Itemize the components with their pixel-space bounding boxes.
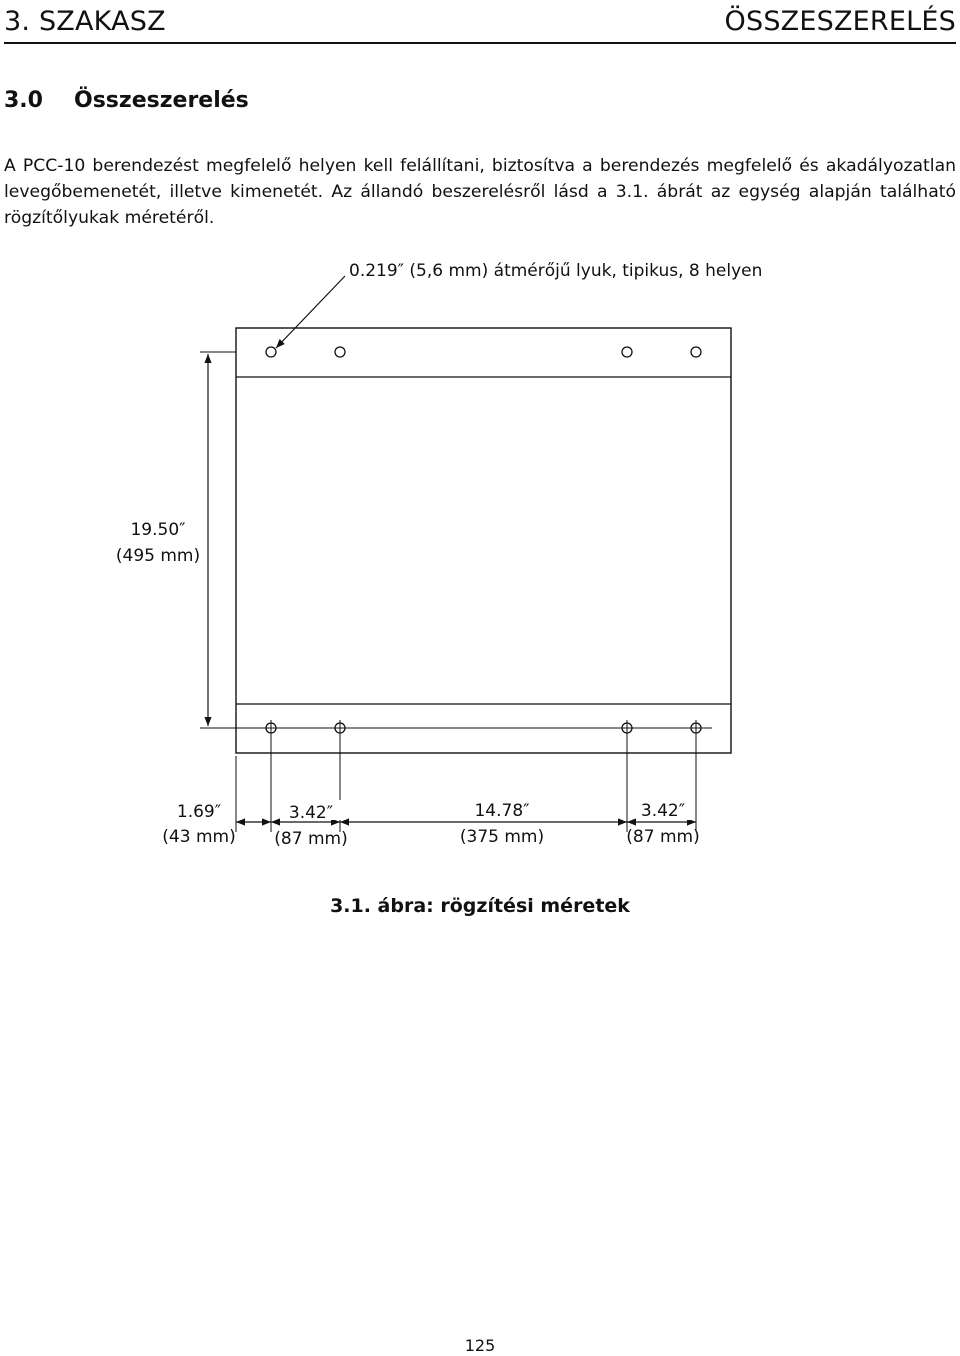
dim-2-inch: 3.42″: [288, 803, 334, 823]
base-plate-outline: [236, 328, 731, 753]
dim-2-mm: (87 mm): [274, 829, 348, 849]
page-number: 125: [464, 1336, 496, 1355]
dim-1-inch: 1.69″: [176, 802, 222, 822]
section-number: 3.0: [4, 88, 43, 113]
hole-callout-text: 0.219″ (5,6 mm) átmérőjű lyuk, tipikus, 8 helyen: [349, 261, 763, 281]
header-section-label: 3. SZAKASZ: [4, 6, 166, 37]
mounting-hole: [266, 347, 276, 357]
header-chapter-label: ÖSSZESZERELÉS: [724, 6, 956, 37]
height-dimension-inch: 19.50″: [130, 520, 186, 540]
mounting-hole: [622, 347, 632, 357]
intro-paragraph: A PCC-10 berendezést megfelelő helyen kell felállítani, biztosítva a berendezés megfelelő és akadályozatlan levegőbemenetét, illetve kimenetét. Az állandó beszerelésről lásd a 3.1. ábrát az egység alapján található rögzítőlyukak méretéről.: [4, 156, 956, 228]
section-title-text: Összeszerelés: [74, 88, 249, 113]
dim-1-mm: (43 mm): [162, 827, 236, 847]
dim-3-mm: (375 mm): [459, 827, 545, 847]
height-dimension-mm: (495 mm): [115, 546, 201, 566]
dim-3-inch: 14.78″: [474, 801, 530, 821]
mounting-hole: [691, 347, 701, 357]
figure-caption: 3.1. ábra: rögzítési méretek: [330, 895, 630, 917]
mounting-hole: [335, 347, 345, 357]
dim-4-mm: (87 mm): [626, 827, 700, 847]
hole-callout-leader: [276, 276, 345, 348]
dim-4-inch: 3.42″: [640, 801, 686, 821]
